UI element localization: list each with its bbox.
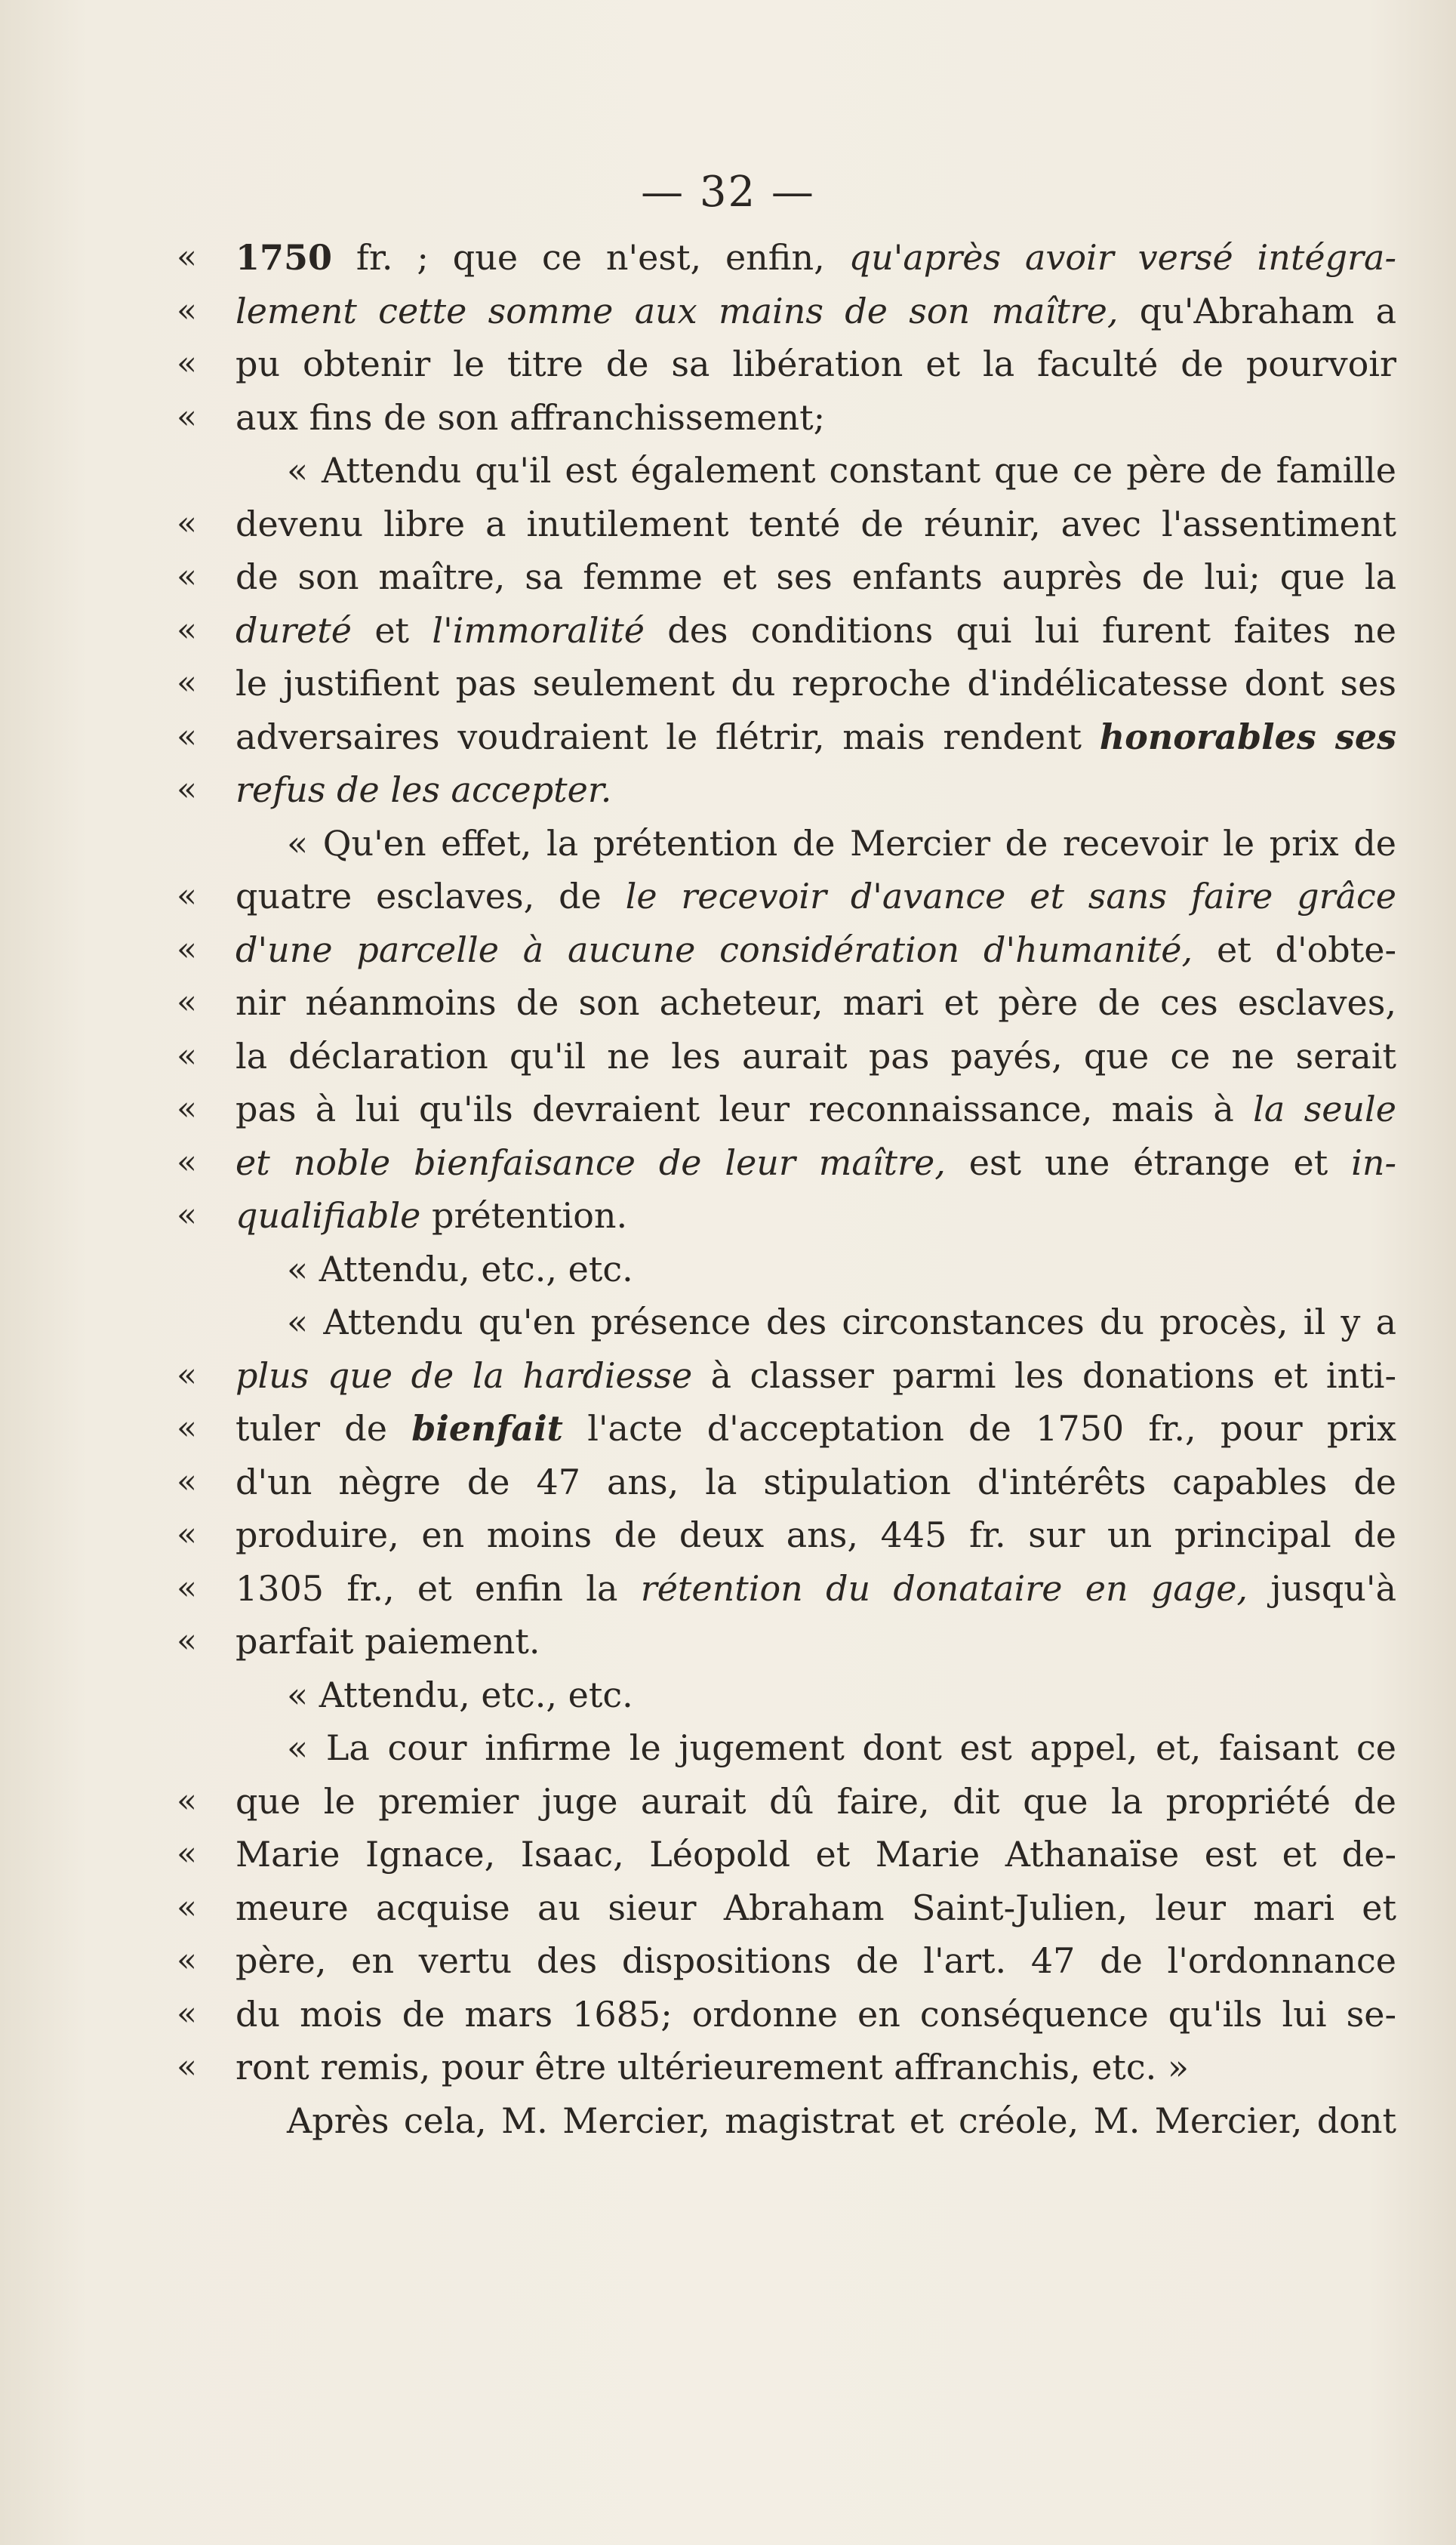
quote-mark: « [177, 1462, 197, 1501]
line-text: « Attendu, etc., etc. [287, 1248, 633, 1289]
line-text: « Qu'en effet, la prétention de Mercier de recevoir le prix de [287, 822, 1396, 864]
quote-mark: « [177, 1941, 197, 1980]
text-line [235, 1296, 1396, 1349]
emphasis-text: qu'après avoir versé intégra- [848, 237, 1397, 278]
text-line [235, 817, 1396, 870]
line-text: 1305 fr., et enfin la [235, 1567, 641, 1609]
text-line [177, 870, 1396, 923]
quote-mark: « [177, 1515, 197, 1554]
text-line [177, 1775, 1396, 1829]
text-line [235, 1668, 1396, 1722]
page-number: — 32 — [641, 168, 815, 217]
quote-mark: « [177, 1835, 197, 1873]
line-text: qu'Abraham a [1118, 290, 1396, 331]
text-line [177, 391, 1396, 445]
quote-mark: « [177, 983, 197, 1021]
line-text: l'acte d'acceptation de 1750 fr., pour prix [562, 1408, 1396, 1449]
quote-mark: « [177, 2047, 197, 2086]
line-text: le justifient pas seulement du reproche d'indélicatesse dont ses [235, 663, 1396, 704]
text-line [177, 498, 1396, 551]
text-line [177, 1349, 1397, 1403]
emphasis-text: la seule [1253, 1089, 1396, 1129]
line-text: Marie Ignace, Isaac, Léopold et Marie Athanaïse est et de- [235, 1834, 1396, 1875]
text-line [177, 923, 1396, 977]
emphasis-text: et noble bienfaisance de leur maître, [235, 1142, 946, 1183]
line-text: adversaires voudraient le flétrir, mais rendent [235, 716, 1100, 757]
quote-mark: « [177, 1409, 197, 1447]
quote-mark: « [177, 504, 197, 543]
text-line [235, 444, 1396, 498]
text-line [177, 763, 1396, 817]
line-text: est une étrange et [945, 1142, 1352, 1183]
quote-mark: « [177, 291, 197, 330]
text-line [177, 976, 1396, 1030]
emphasis-text: bienfait [411, 1408, 563, 1449]
line-text: « Attendu qu'en présence des circonstances du procès, il y a [287, 1302, 1396, 1342]
quote-mark: « [177, 1994, 197, 2033]
quote-mark: « [177, 610, 197, 649]
line-text: tuler de [235, 1408, 412, 1449]
text-line [177, 1402, 1396, 1456]
line-text: devenu libre a inutilement tenté de réunir, avec l'assentiment [235, 503, 1396, 544]
text-line [235, 2094, 1396, 2148]
line-text: Après cela, M. Mercier, magistrat et créole, M. Mercier, dont [287, 2100, 1396, 2141]
line-text: et [352, 609, 432, 651]
emphasis-text: l'immoralité [432, 609, 645, 651]
line-text: père, en vertu des dispositions de l'art. 47 de l'ordonnance [235, 1940, 1396, 1981]
emphasis-text: d'une parcelle à aucune considération d'humanité, [235, 929, 1193, 970]
line-text: des conditions qui lui furent faites ne [644, 609, 1397, 651]
line-text: pas à lui qu'ils devraient leur reconnaissance, mais à [235, 1089, 1254, 1129]
line-text: quatre esclaves, de [235, 876, 626, 917]
text-line [177, 1988, 1396, 2041]
text-line [177, 657, 1396, 710]
text-line [177, 2041, 1396, 2094]
emphasis-text: dureté [235, 609, 352, 651]
emphasis-text: in- [1351, 1142, 1397, 1183]
text-line [177, 1136, 1397, 1190]
line-text: nir néanmoins de son acheteur, mari et père de ces esclaves, [235, 982, 1396, 1023]
emphasis-text: refus de les accepter. [235, 769, 612, 810]
body-text [177, 231, 1397, 2147]
line-text: à classer parmi les donations et inti- [692, 1354, 1397, 1396]
line-text: « Attendu qu'il est également constant que ce père de famille [287, 450, 1396, 491]
text-line [177, 1030, 1396, 1083]
text-line [177, 710, 1396, 764]
emphasis-text: le recevoir d'avance et sans faire grâce [625, 876, 1396, 917]
text-line [177, 1562, 1396, 1616]
line-text: pu obtenir le titre de sa libération et la faculté de pourvoir [235, 344, 1396, 384]
text-line [177, 1083, 1396, 1136]
quote-mark: « [177, 1781, 197, 1820]
text-line [177, 1508, 1396, 1562]
emphasis-text: rétention du donataire en gage, [640, 1567, 1248, 1609]
quote-mark: « [177, 344, 197, 383]
text-line [177, 231, 1397, 285]
text-line [177, 1615, 1396, 1668]
line-text: « Attendu, etc., etc. [287, 1674, 633, 1715]
quote-mark: « [177, 238, 197, 276]
quote-mark: « [177, 557, 197, 596]
quote-mark: « [177, 1036, 197, 1075]
text-line [177, 604, 1397, 658]
line-text: « La cour infirme le jugement dont est appel, et, faisant ce [287, 1727, 1396, 1768]
line-text: de son maître, sa femme et ses enfants auprès de lui; que la [235, 556, 1396, 597]
line-text: aux fins de son affranchissement; [235, 396, 826, 438]
quote-mark: « [177, 877, 197, 915]
line-text: produire, en moins de deux ans, 445 fr. sur un principal de [235, 1514, 1396, 1555]
line-text: que le premier juge aurait dû faire, dit que la propriété de [235, 1780, 1396, 1822]
text-line [177, 1881, 1396, 1935]
emphasis-text: plus que de la hardiesse [235, 1354, 693, 1396]
text-line [235, 1721, 1396, 1775]
line-text: fr. ; que ce n'est, enfin, [332, 237, 849, 278]
quote-mark: « [177, 664, 197, 702]
text-line [177, 550, 1396, 604]
quote-mark: « [177, 397, 197, 436]
quote-mark: « [177, 1355, 197, 1394]
quote-mark: « [177, 1142, 197, 1182]
quote-mark: « [177, 716, 197, 756]
line-text: et d'obte- [1193, 929, 1396, 970]
line-text: jusqu'à [1248, 1567, 1396, 1609]
quote-mark: « [177, 1568, 197, 1607]
text-line [177, 1934, 1396, 1988]
text-line [177, 1189, 1396, 1243]
quote-mark: « [177, 1622, 197, 1660]
quote-mark: « [177, 1196, 197, 1234]
line-text: prétention. [420, 1195, 628, 1236]
line-text: la déclaration qu'il ne les aurait pas payés, que ce ne serait [235, 1035, 1396, 1077]
line-text: du mois de mars 1685; ordonne en conséquence qu'ils lui se- [235, 1993, 1396, 2035]
line-text: meure acquise au sieur Abraham Saint-Julien, leur mari et [235, 1887, 1396, 1928]
text-line [235, 1243, 1396, 1296]
line-text: parfait paiement. [235, 1621, 540, 1662]
text-line [177, 337, 1396, 391]
text-line [177, 1456, 1396, 1509]
line-text: d'un nègre de 47 ans, la stipulation d'intérêts capables de [235, 1461, 1396, 1502]
quote-mark: « [177, 929, 197, 969]
emphasis-text: 1750 [235, 237, 333, 278]
text-line [177, 1828, 1396, 1881]
quote-mark: « [177, 770, 197, 809]
emphasis-text: honorables ses [1099, 716, 1396, 757]
quote-mark: « [177, 1089, 197, 1128]
emphasis-text: lement cette somme aux mains de son maître, [235, 290, 1119, 331]
emphasis-text: qualifiable [235, 1195, 421, 1236]
quote-mark: « [177, 1887, 197, 1927]
line-text: ront remis, pour être ultérieurement affranchis, etc. » [235, 2047, 1190, 2087]
text-line [177, 285, 1396, 338]
